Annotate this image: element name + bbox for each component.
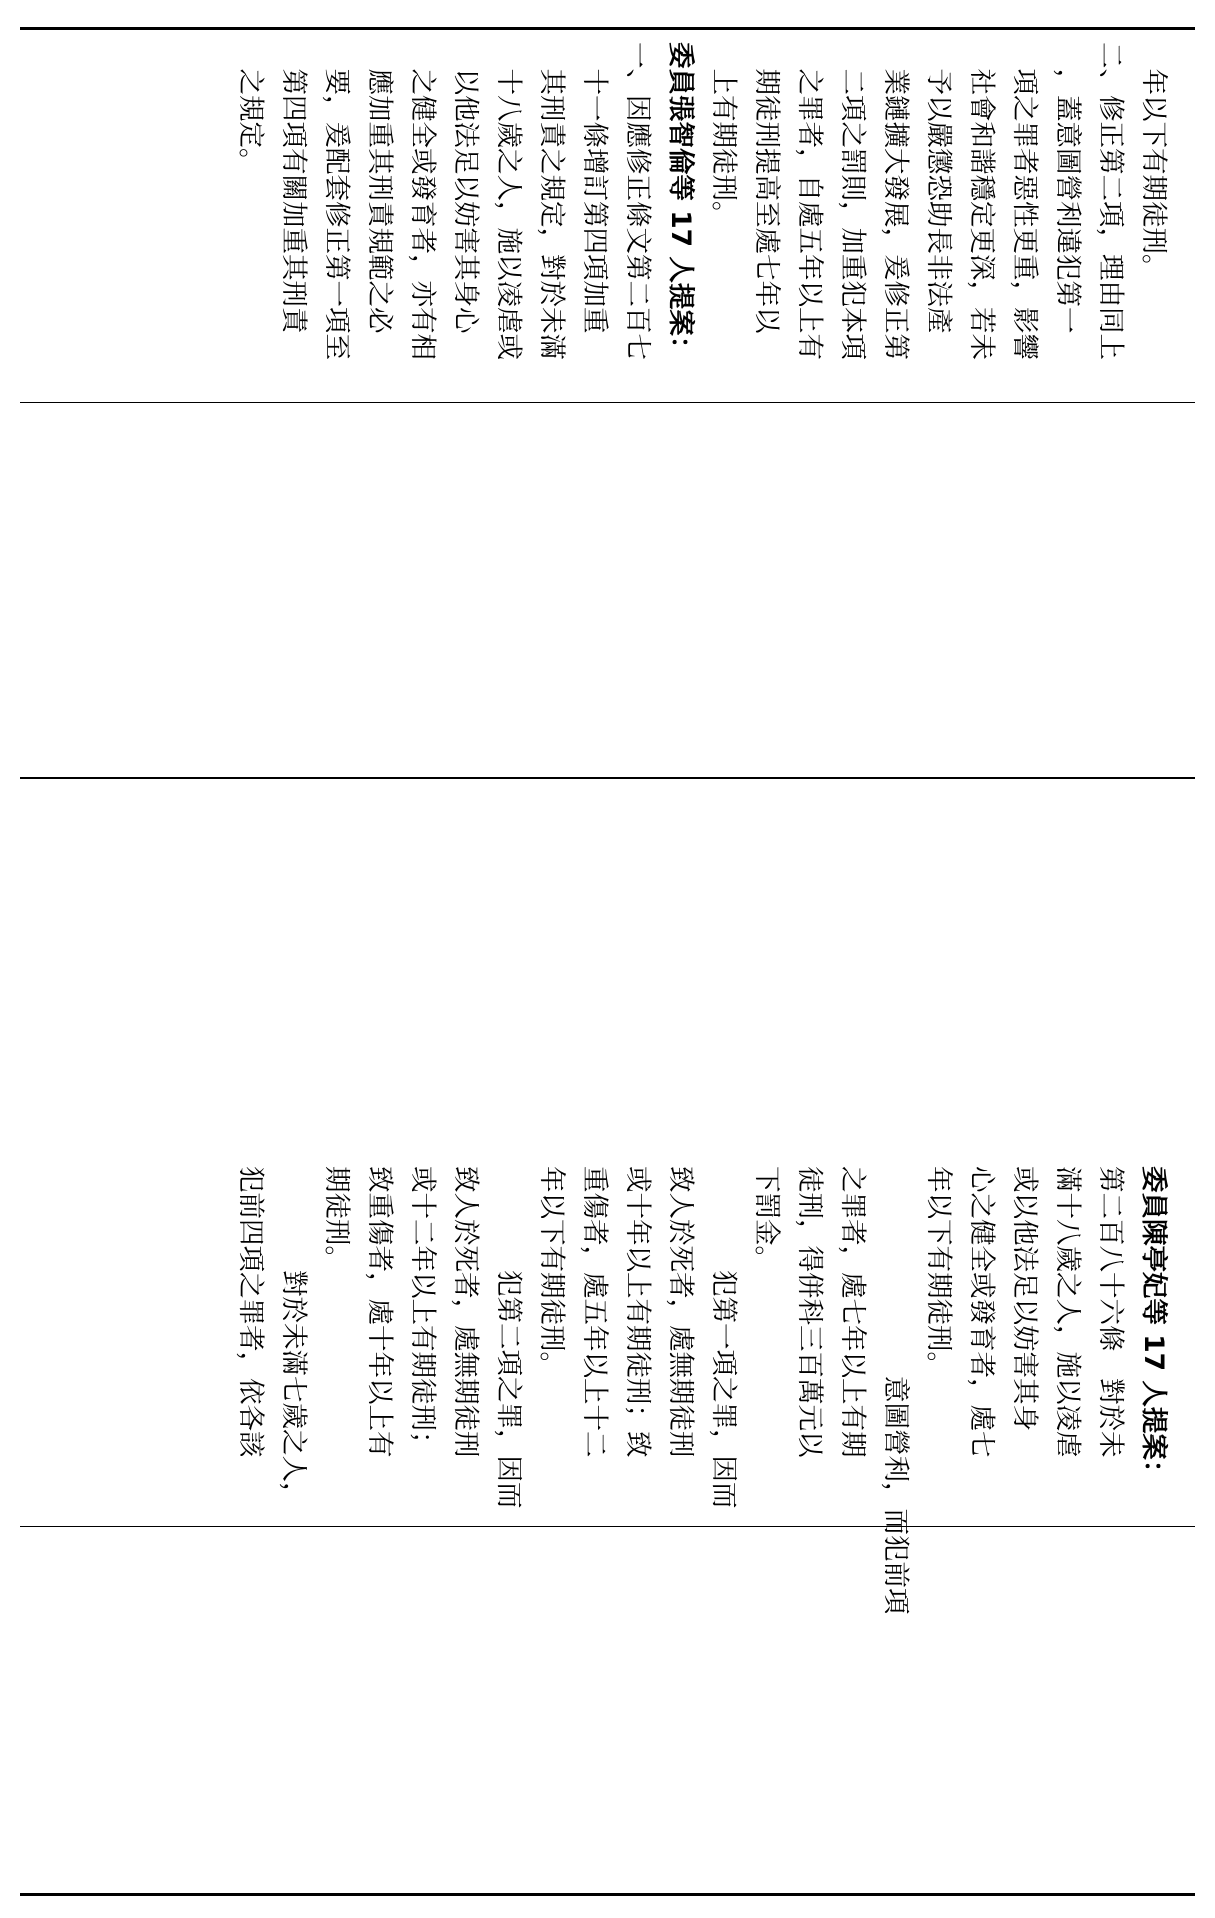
text-line: 犯第一項之罪，因而 xyxy=(708,1270,739,1509)
text-line: 社會和諧穩定更深，若未 xyxy=(966,42,997,360)
text-line: 以他法足以妨害其身心 xyxy=(450,42,481,334)
top-rule xyxy=(20,27,1195,30)
text-line: 犯第二項之罪，因而 xyxy=(493,1270,524,1509)
text-line: 年以下有期徒刑。 xyxy=(1138,42,1169,281)
proposal-heading: 委員張智倫等 17 人提案： xyxy=(665,42,696,363)
text-line: 對於未滿七歲之人， xyxy=(278,1270,309,1509)
text-line: 年以下有期徒刑。 xyxy=(923,1166,954,1378)
text-line: 之罪者，處七年以上有期 xyxy=(837,1166,868,1458)
text-line: 第四項有關加重其刑責 xyxy=(278,42,309,334)
text-line: 犯前四項之罪者，依各該 xyxy=(235,1166,266,1458)
text-line: 十一條增訂第四項加重 xyxy=(579,42,610,334)
text-line: 徒刑，得併科三百萬元以 xyxy=(794,1166,825,1458)
text-line: 要，爰配套修正第一項至 xyxy=(321,42,352,360)
text-line: 第二百八十六條 對於未 xyxy=(1095,1166,1126,1458)
text-line: 或十二年以上有期徒刑； xyxy=(407,1166,438,1458)
text-line: 十八歲之人，施以凌虐或 xyxy=(493,42,524,360)
divider-rule xyxy=(20,777,1195,779)
text-line: 意圖營利，而犯前項 xyxy=(880,1376,911,1615)
text-line: 或十年以上有期徒刑；致 xyxy=(622,1166,653,1458)
text-line: 之規定。 xyxy=(235,42,266,175)
text-line: 致重傷者，處十年以上有 xyxy=(364,1166,395,1458)
text-line: 致人於死者，處無期徒刑 xyxy=(450,1166,481,1458)
text-line: 重傷者，處五年以上十二 xyxy=(579,1166,610,1458)
text-line: 二項之罰則，加重犯本項 xyxy=(837,42,868,360)
text-line: 或以他法足以妨害其身 xyxy=(1009,1166,1040,1431)
proposal-heading: 委員陳亭妃等 17 人提案： xyxy=(1138,1166,1169,1487)
text-line: 一、因應修正條文第二百七 xyxy=(622,42,653,360)
text-line: 心之健全或發育者，處七 xyxy=(966,1166,997,1458)
text-line: 致人於死者，處無期徒刑 xyxy=(665,1166,696,1458)
text-line: 年以下有期徒刑。 xyxy=(536,1166,567,1378)
text-line: 予以嚴懲恐助長非法產 xyxy=(923,42,954,334)
text-line: 期徒刑。 xyxy=(321,1166,352,1272)
text-line: 滿十八歲之人，施以凌虐 xyxy=(1052,1166,1083,1458)
text-line: 業鏈擴大發展，爰修正第 xyxy=(880,42,911,360)
right-text-panel xyxy=(229,42,1175,362)
text-line: 之健全或發育者，亦有相 xyxy=(407,42,438,360)
text-line: 其刑責之規定，對於未滿 xyxy=(536,42,567,360)
text-line: 應加重其刑責規範之必 xyxy=(364,42,395,334)
bottom-rule xyxy=(20,1893,1195,1896)
text-line: ，蓋意圖營利違犯第一 xyxy=(1052,42,1083,334)
text-line: 下罰金。 xyxy=(751,1166,782,1272)
text-line: 期徒刑提高至處七年以 xyxy=(751,42,782,334)
text-line: 項之罪者惡性更重，影響 xyxy=(1009,42,1040,360)
text-line: 二、修正第二項，理由同上 xyxy=(1095,42,1126,360)
left-text-panel xyxy=(229,1166,1175,1615)
divider-rule xyxy=(20,402,1195,403)
text-line: 之罪者，自處五年以上有 xyxy=(794,42,825,360)
text-line: 上有期徒刑。 xyxy=(708,42,739,228)
